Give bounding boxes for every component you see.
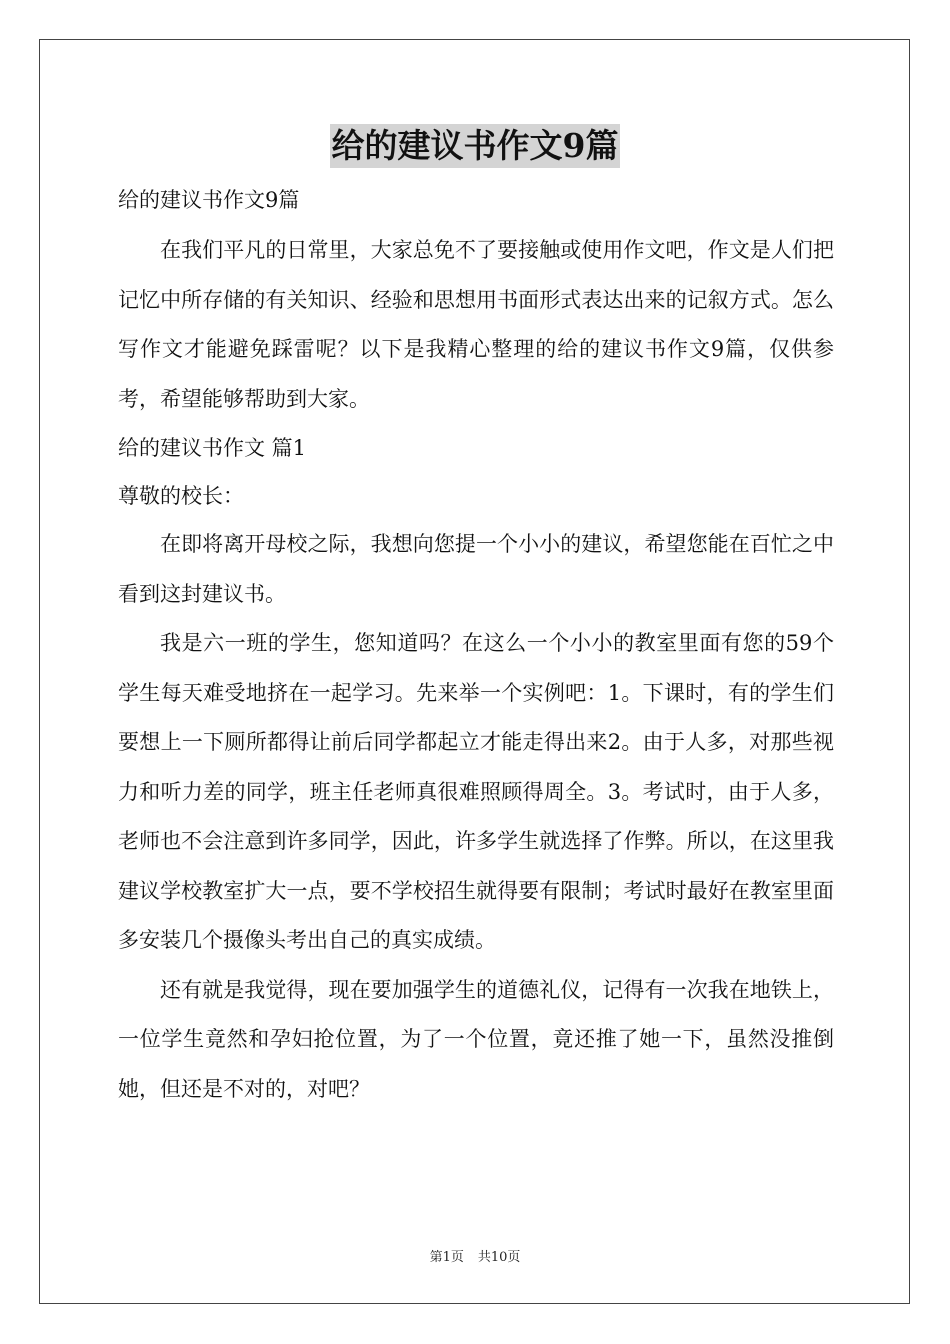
intro-paragraph: 在我们平凡的日常里，大家总免不了要接触或使用作文吧，作文是人们把记忆中所存储的有关知识、经验和思想用书面形式表达出来的记叙方式。怎么写作文才能避免踩雷呢？以下是我精心整理的给的建议书作文9篇，仅供参考，希望能够帮助到大家。	[118, 238, 834, 411]
body-paragraph: 在即将离开母校之际，我想向您提一个小小的建议，希望您能在百忙之中看到这封建议书。	[118, 532, 834, 606]
document-body	[118, 176, 834, 1114]
body-paragraph: 还有就是我觉得，现在要加强学生的道德礼仪，记得有一次我在地铁上，一位学生竟然和孕妇抢位置，为了一个位置，竟还推了她一下，虽然没推倒她，但还是不对的，对吧？	[118, 977, 834, 1101]
section-heading: 给的建议书作文 篇1	[118, 436, 307, 460]
page-number: 第1页	[429, 1250, 464, 1265]
page-footer	[0, 1246, 950, 1265]
page-total: 共10页	[477, 1250, 521, 1265]
document-title: 给的建议书作文9篇	[330, 124, 621, 168]
title-wrap	[0, 124, 950, 168]
salutation: 尊敬的校长：	[118, 484, 244, 508]
body-paragraph: 我是六一班的学生，您知道吗？在这么一个小小的教室里面有您的59个学生每天难受地挤在一起学习。先来举一个实例吧：1。下课时，有的学生们要想上一下厕所都得让前后同学都起立才能走得出来2。由于人多，对那些视力和听力差的同学，班主任老师真很难照顾得周全。3。考试时，由于人多，老师也不会注意到许多同学，因此，许多学生就选择了作弊。所以，在这里我建议学校教室扩大一点，要不学校招生就得要有限制；考试时最好在教室里面多安装几个摄像头考出自己的真实成绩。	[118, 631, 834, 952]
document-subtitle: 给的建议书作文9篇	[118, 188, 300, 212]
